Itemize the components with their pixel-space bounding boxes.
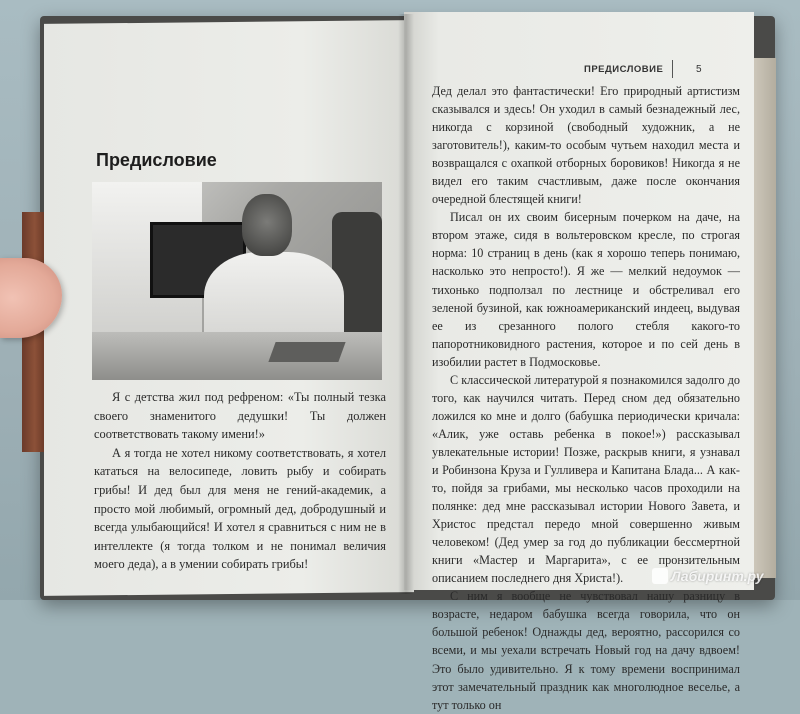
page-number: 5 [696,64,702,75]
right-paragraph: С классической литературой я познакомился задолго до того, как научился читать. Перед сном дед обязательно ложился ко мне и долго (бабушка периодически кричала: «Алик, уже оставь ребенка в покое!») рассказывал увлекательные истории! Позже, раскрыв книги, я узнавал и Робинзона Круза и Гулливера и Капитана Блада... А как-то, пойдя за грибами, мы несколько часов проходили на полянке: дед мне рассказывал истории Нового Завета, и Христос предстал передо мной совершенно живым человеком! (Дед умер за год до публикации бессмертной книги «Мастер и Маргарита», с ее пронзительным описанием последнего дня Христа!). [432,372,740,586]
watermark-logo [652,568,763,584]
watermark-text: Лабиринт.ру [671,568,764,584]
right-paragraph: Дед делал это фантастически! Его природный артистизм сказывался и здесь! Он уходил в самый безнадежный лес, никогда с корзиной (свободный художник, а не заготовитель!), каким-то особым чутьем находил места и возвращался с охапкой отборных боровиков! Никогда я не видел его таким счастливым, даже после окончания очередной блестящей книги! [432,84,740,207]
left-page-body [94,388,386,574]
photo-papers [268,342,345,362]
labirint-logo-icon [652,568,668,584]
right-paragraph: С ним я вообще не чувствовал нашу разницу в возрасте, недаром бабушка всегда говорила, что он большой ребенок! Однажды дед, вероятно, рассорился со всеми, и мы уехали встречать Новый год на дачу вдвоем! Это было удивительно. Я к тому времени воспринимал этот замечательный праздник как многолюдное веселье, а тут только он [432,589,740,712]
left-paragraph: А я тогда не хотел никому соответствовать, я хотел кататься на велосипеде, ловить рыбу и собирать грибы! И дед был для меня не гений-академик, а просто мой любимый, огромный дед, добродушный и всегда улыбающийся! И хотел я сравниться с ним не в интеллекте (я тогда толком и не понимал величия моего деда), а в умении собирать грибы! [94,445,386,572]
running-head-divider [672,60,673,78]
chapter-heading: Предисловие [96,150,217,170]
author-photo [92,182,382,380]
right-page-body [432,82,740,714]
left-paragraph: Я с детства жил под рефреном: «Ты полный тезка своего знаменитого дедушки! Ты должен соответствовать такому имени!» [94,390,386,442]
photo-person-head [242,194,292,256]
book-gutter [398,14,414,594]
running-head: ПРЕДИСЛОВИЕ [584,64,664,75]
right-paragraph: Писал он их своим бисерным почерком на даче, на втором этаже, сидя в вольтеровском кресле, по строгая норма: 10 страниц в день (как я хорошо теперь понимаю, насколько это непросто!). Я же — мелкий недоумок — тихонько подползал по лестнице и обстреливал его зеленой бузиной, как южноамериканский индеец, выдувая ее из срезанного полого стебля какого-то папоротниковидного растения, которое и по сей день в изобилии растет в Подмосковье. [432,210,740,369]
